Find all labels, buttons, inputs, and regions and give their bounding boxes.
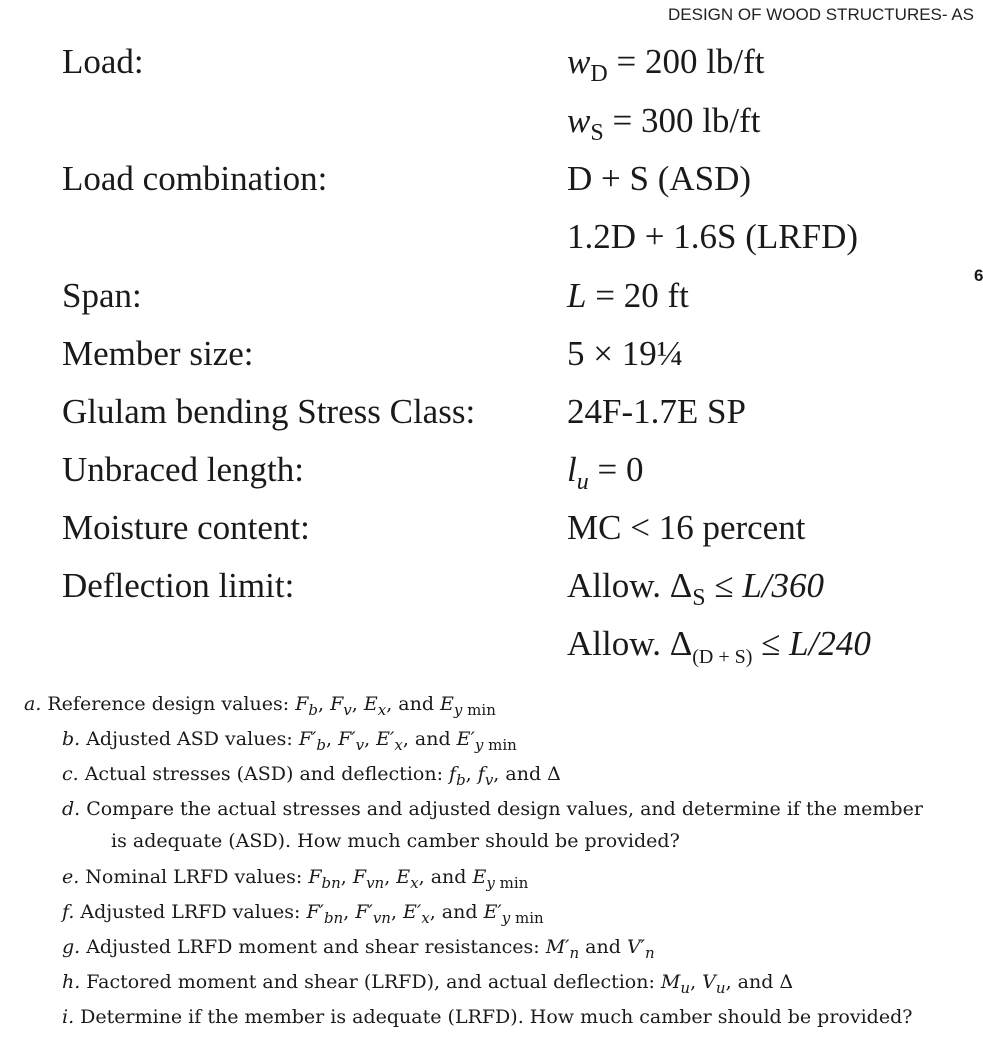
asd-combination-value: D + S (ASD) [567, 159, 752, 198]
question-h: h. Factored moment and shear (LRFD), and actual deflection: $M_u$, $V_u$, and Δ [62, 971, 794, 997]
question-i: i. Determine if the member is adequate (LRFD). How much camber should be provided? [62, 1006, 913, 1028]
member-size-value: 5 × 19¼ [567, 334, 683, 373]
question-c: c. Actual stresses (ASD) and deflection: $f_b$, $f_v$, and Δ [62, 763, 561, 789]
snow-load-value: $w_S = 300$ lb/ft [567, 101, 761, 146]
stress-class-value: 24F-1.7E SP [567, 392, 746, 431]
question-g: g. Adjusted LRFD moment and shear resistances: $M'_n$ and $V'_n$ [62, 936, 655, 962]
dead-load-value: $w_D = 200$ lb/ft [567, 42, 765, 87]
page-edge-mark: 6 [974, 266, 983, 285]
deflection-limit-label: Deflection limit: [62, 566, 295, 605]
question-a: a. Reference design values: $F_b$, $F_v$, $E_x$, and $E_{y min}$ [24, 693, 496, 719]
question-d-continuation: is adequate (ASD). How much camber should be provided? [111, 830, 680, 852]
member-size-label: Member size: [62, 334, 254, 373]
question-b: b. Adjusted ASD values: $F'_b$, $F'_v$, $E'_x$, and $E'_{y min}$ [62, 728, 517, 754]
running-header: DESIGN OF WOOD STRUCTURES- AS [668, 5, 975, 24]
span-value: L = 20 ft [567, 276, 689, 315]
span-label: Span: [62, 276, 142, 315]
question-d: d. Compare the actual stresses and adjusted design values, and determine if the member [62, 798, 923, 820]
question-e: e. Nominal LRFD values: $F_{bn}$, $F_{vn}$, $E_x$, and $E_{y min}$ [62, 866, 529, 892]
unbraced-length-value: $l_u = 0$ [567, 450, 644, 495]
question-f: f. Adjusted LRFD values: $F'_{bn}$, $F'_{vn}$, $E'_x$, and $E'_{y min}$ [62, 901, 544, 927]
moisture-content-value: MC < 16 percent [567, 508, 806, 547]
moisture-content-label: Moisture content: [62, 508, 310, 547]
load-combination-label: Load combination: [62, 159, 328, 198]
snow-deflection-limit-value: Allow. $\Delta_S \le L/360$ [567, 566, 825, 611]
stress-class-label: Glulam bending Stress Class: [62, 392, 476, 431]
load-label: Load: [62, 42, 144, 81]
total-deflection-limit-value: Allow. $\Delta_{(D + S)} \le L/240$ [567, 624, 871, 668]
unbraced-length-label: Unbraced length: [62, 450, 304, 489]
lrfd-combination-value: 1.2D + 1.6S (LRFD) [567, 217, 859, 256]
